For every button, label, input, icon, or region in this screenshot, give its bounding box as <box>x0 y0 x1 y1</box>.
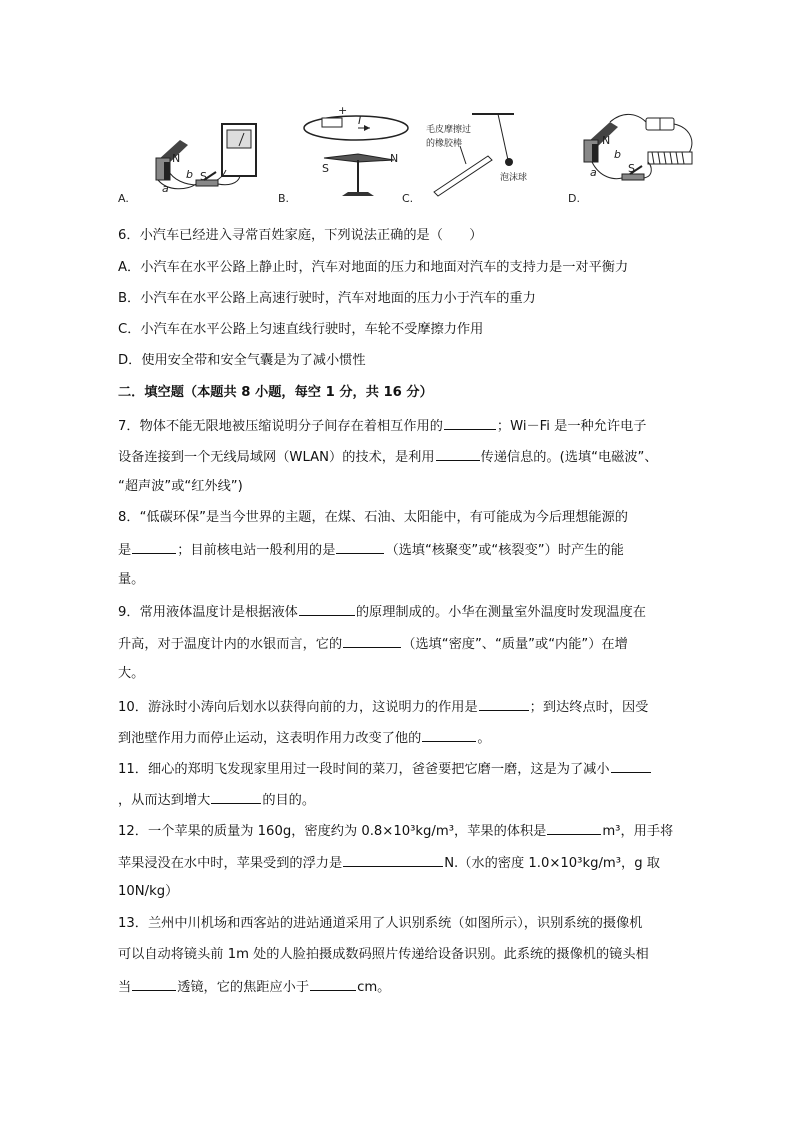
text-line-q7c <box>118 477 243 497</box>
text-segment: 的原理制成的。小华在测量室外温度时发现温度在 <box>355 605 646 620</box>
text-segment: C．小汽车在水平公路上匀速直线行驶时，车轮不受摩擦力作用 <box>118 322 484 337</box>
text-segment: ；Wi－Fi 是一种允许电子 <box>496 419 647 434</box>
text-segment: N.（水的密度 1.0×10³kg/m³，g 取 <box>444 856 660 871</box>
text-line-q11a <box>118 758 652 780</box>
answer-blank[interactable] <box>132 539 176 554</box>
figure-b <box>278 100 418 210</box>
figure-c <box>404 100 554 210</box>
figure-c-annotation-line: 毛皮摩擦过 <box>426 125 472 135</box>
figure-a-small-label: N <box>172 152 181 165</box>
text-line-q8c <box>118 570 144 590</box>
answer-blank[interactable] <box>547 820 601 835</box>
text-segment: m³，用手将 <box>602 824 674 839</box>
figure-a <box>118 100 258 210</box>
text-segment: 10N/kg） <box>118 884 179 899</box>
text-segment: 的目的。 <box>262 793 316 808</box>
text-line-q8a <box>118 508 628 528</box>
text-segment: 8．“低碳环保”是当今世界的主题，在煤、石油、太阳能中，有可能成为今后理想能源的 <box>118 510 628 525</box>
text-segment: 6．小汽车已经进入寻常百姓家庭，下列说法正确的是（ ） <box>118 228 483 243</box>
text-segment: 9．常用液体温度计是根据液体 <box>118 605 298 620</box>
text-line-q10a <box>118 696 648 718</box>
text-line-sec2 <box>118 383 433 403</box>
answer-blank[interactable] <box>343 852 443 867</box>
text-segment: A．小汽车在水平公路上静止时，汽车对地面的压力和地面对汽车的支持力是一对平衡力 <box>118 260 629 275</box>
text-line-q6d <box>118 351 366 371</box>
text-segment: 7．物体不能无限地被压缩说明分子间存在着相互作用的 <box>118 419 443 434</box>
text-line-q13b <box>118 945 649 965</box>
answer-blank[interactable] <box>343 633 401 648</box>
text-segment: 苹果浸没在水中时，苹果受到的浮力是 <box>118 856 343 871</box>
answer-blank[interactable] <box>436 446 480 461</box>
figure-row <box>118 100 698 210</box>
text-segment: 大。 <box>118 666 145 681</box>
text-segment: cm。 <box>357 980 391 995</box>
answer-blank[interactable] <box>422 727 476 742</box>
figure-b-label: B. <box>278 192 290 205</box>
text-line-q6 <box>118 226 482 246</box>
text-segment: 到池壁作用力而停止运动，这表明作用力改变了他的 <box>118 731 422 746</box>
figure-d-small-label: b <box>614 148 621 161</box>
text-segment: 是 <box>118 543 132 558</box>
text-line-q6a <box>118 258 628 278</box>
figure-a-small-label: S <box>200 170 207 183</box>
text-line-q11b <box>118 789 315 811</box>
answer-blank[interactable] <box>611 758 651 773</box>
text-line-q9a <box>118 601 646 623</box>
answer-blank[interactable] <box>479 696 529 711</box>
text-segment: 12．一个苹果的质量为 160g，密度约为 0.8×10³kg/m³，苹果的体积是 <box>118 824 547 839</box>
text-segment: 二．填空题（本题共 8 小题，每空 1 分，共 16 分） <box>118 385 433 400</box>
text-segment: 11．细心的郑明飞发现家里用过一段时间的菜刀，爸爸要把它磨一磨，这是为了减小 <box>118 762 610 777</box>
figure-d <box>554 100 698 210</box>
figure-d-small-label: S <box>628 162 635 175</box>
text-segment: “超声波”或“红外线”) <box>118 479 243 494</box>
text-line-q6c <box>118 320 483 340</box>
figure-b-small-label: + <box>338 104 348 117</box>
figure-d-label: D. <box>568 192 580 205</box>
text-segment: 升高，对于温度计内的水银而言，它的 <box>118 637 343 652</box>
text-line-q13c <box>118 976 390 998</box>
text-segment: ；到达终点时，因受 <box>529 700 649 715</box>
text-segment: B．小汽车在水平公路上高速行驶时，汽车对地面的压力小于汽车的重力 <box>118 291 536 306</box>
figure-b-small-label: N <box>390 152 399 165</box>
figure-d-small-label: N <box>602 134 611 147</box>
text-line-q7a <box>118 415 646 437</box>
figure-a-drawing <box>118 100 258 210</box>
text-segment: D．使用安全带和安全气囊是为了减小惯性 <box>118 353 366 368</box>
text-line-q8b <box>118 539 624 561</box>
text-segment: 量。 <box>118 572 145 587</box>
answer-blank[interactable] <box>310 976 356 991</box>
text-segment: 当 <box>118 980 132 995</box>
text-segment: （选填“密度”、“质量”或“内能”）在增 <box>402 637 628 652</box>
text-line-q12a <box>118 820 673 842</box>
text-line-q12b <box>118 852 660 874</box>
figure-d-small-label: a <box>590 166 597 179</box>
figure-b-small-label: I <box>358 114 362 127</box>
answer-blank[interactable] <box>299 601 355 616</box>
text-segment: 设备连接到一个无线局域网（WLAN）的技术，是利用 <box>118 450 435 465</box>
text-segment: 。 <box>477 731 491 746</box>
answer-blank[interactable] <box>132 976 176 991</box>
text-line-q12c <box>118 882 178 902</box>
text-line-q13a <box>118 914 643 934</box>
text-segment: 13．兰州中川机场和西客站的进站通道采用了人识别系统（如图所示），识别系统的摄像机 <box>118 916 643 931</box>
figure-a-small-label: a <box>162 182 169 195</box>
text-segment: ，从而达到增大 <box>118 793 211 808</box>
figure-a-small-label: b <box>186 168 193 181</box>
text-segment: （选填“核聚变”或“核裂变”）时产生的能 <box>385 543 624 558</box>
text-segment: ；目前核电站一般利用的是 <box>177 543 336 558</box>
figure-c-drawing <box>404 100 554 210</box>
figure-c-annotation-line: 的橡胶棒 <box>426 139 463 149</box>
figure-a-label: A. <box>118 192 129 205</box>
text-segment: 传递信息的。(选填“电磁波”、 <box>480 450 658 465</box>
text-line-q6b <box>118 289 536 309</box>
figure-b-small-label: S <box>322 162 329 175</box>
text-segment: 可以自动将镜头前 1m 处的人脸拍摄成数码照片传递给设备识别。此系统的摄像机的镜头相 <box>118 947 649 962</box>
text-segment: 10．游泳时小涛向后划水以获得向前的力，这说明力的作用是 <box>118 700 478 715</box>
figure-c-ball-label: 泡沫球 <box>500 173 528 183</box>
text-line-q7b <box>118 446 658 468</box>
text-line-q9b <box>118 633 628 655</box>
text-line-q9c <box>118 664 144 684</box>
answer-blank[interactable] <box>211 789 261 804</box>
figure-c-label: C. <box>402 192 414 205</box>
text-segment: 透镜，它的焦距应小于 <box>177 980 310 995</box>
answer-blank[interactable] <box>336 539 384 554</box>
text-line-q10b <box>118 727 491 749</box>
answer-blank[interactable] <box>444 415 496 430</box>
